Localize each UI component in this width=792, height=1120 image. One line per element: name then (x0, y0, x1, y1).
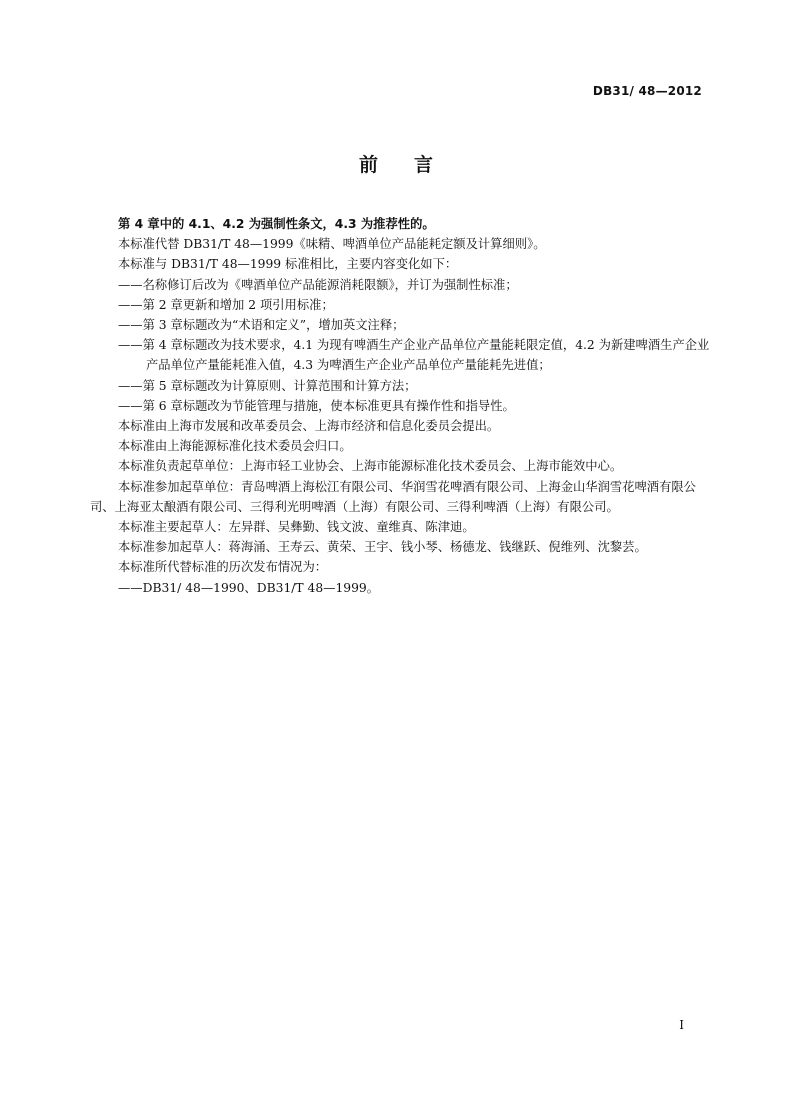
list-item: ——第 6 章标题改为节能管理与措施，使本标准更具有操作性和指导性。 (118, 398, 515, 413)
list-item: ——第 3 章标题改为“术语和定义”，增加英文注释； (118, 318, 405, 333)
list-item: ——名称修订后改为《啤酒单位产品能源消耗限额》，并订为强制性标准； (118, 277, 518, 292)
paragraph-proposed-by: 本标准由上海市发展和改革委员会、上海市经济和信息化委员会提出。 (118, 419, 500, 434)
paragraph-changes-intro: 本标准与 DB31/T 48—1999 标准相比，主要内容变化如下： (118, 257, 458, 272)
list-item: ——第 4 章标题改为技术要求，4.1 为现有啤酒生产企业产品单位产量能耗限定值，4.2 为新建啤酒生产企业产品单位产量能耗准入值，4.3 为啤酒生产企业产品单位产量能耗先进值； (118, 338, 710, 373)
paragraph-participating-units: 本标准参加起草单位：青岛啤酒上海松江有限公司、华润雪花啤酒有限公司、上海金山华润雪花啤酒有限公司、上海亚太酿酒有限公司、三得利光明啤酒（上海）有限公司、三得利啤酒（上海）有限公司。 (90, 479, 696, 514)
paragraph-under-jurisdiction: 本标准由上海能源标准化技术委员会归口。 (118, 439, 352, 454)
page-title: 前言 (358, 154, 469, 176)
list-item: ——第 5 章标题改为计算原则、计算范围和计算方法； (118, 378, 417, 393)
page-number: I (679, 1018, 684, 1032)
paragraph-replaces: 本标准代替 DB31/T 48—1999《味精、啤酒单位产品能耗定额及计算细则》。 (118, 237, 546, 252)
document-code: DB31/ 48—2012 (592, 84, 702, 98)
paragraph-participating-drafters: 本标准参加起草人：蒋海涌、王寿云、黄荣、王宇、钱小琴、杨德龙、钱继跃、倪维列、沈黎芸。 (118, 540, 647, 555)
list-item: ——第 2 章更新和增加 2 项引用标准； (118, 297, 334, 312)
paragraph-mandatory-clauses: 第 4 章中的 4.1、4.2 为强制性条文，4.3 为推荐性的。 (118, 217, 435, 231)
body-text (90, 214, 710, 598)
paragraph-history-list: ——DB31/ 48—1990、DB31/T 48—1999。 (118, 580, 380, 595)
paragraph-history-intro: 本标准所代替标准的历次发布情况为： (118, 560, 328, 575)
paragraph-main-drafters: 本标准主要起草人：左异群、吴彝勤、钱文波、童维真、陈津迪。 (118, 520, 475, 535)
paragraph-drafting-unit: 本标准负责起草单位：上海市轻工业协会、上海市能源标准化技术委员会、上海市能效中心。 (118, 459, 623, 474)
